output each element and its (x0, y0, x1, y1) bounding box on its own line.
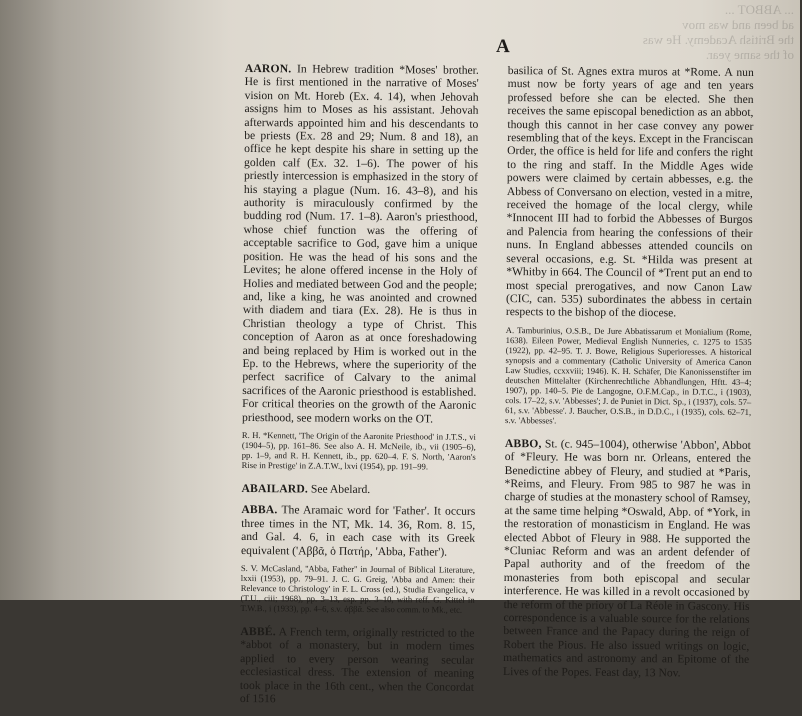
entry-abbo (503, 437, 751, 680)
headword: AARON. (244, 61, 292, 76)
entry-text: In Hebrew tradition *Moses' brother. He is first mentioned in the narrative of Moses' vision on Mt. Horeb (Ex. 4. 14), when Jehovah assigns him to Moses as his assistant. Jehovah afterwards appointed him and his descendants to be priests (Ex. 28 and 29; Num. 8 and 18), an office he kept despite his share in setting up the golden calf (Ex. 32. 1–6). The power of his priestly intercession is emphasized in the story of his staying a plague (Num. 16. 43–8), and his authority is miraculously confirmed by the budding rod (Num. 17. 1–8). Aaron's priesthood, whose chief function was the offering of acceptable sacrifice to God, gave him a unique position. He was the head of his sons and the Levites; he alone offered incense in the Holy of Holies and mediated between God and the people; and, like a king, he was anointed and crowned with diadem and tiara (Ex. 28). He is thus in Christian theology a type of Christ. This conception of Aaron as at once foreshadowing and being replaced by Him is worked out in the Ep. to the Hebrews, where the superiority of the perfect sacrifice of Calvary to the animal sacrifices of the Aaronic priesthood is established. For critical theories on the growth of the Aaronic priesthood, see modern works on the OT. (242, 62, 479, 426)
headword: ABBÉ. (240, 624, 276, 639)
bibliography: S. V. McCasland, ''Abba, Father'' in Journal of Biblical Literature, lxxii (1953), pp. 79–91. J. C. G. Greig, 'Abba and Amen: their Relevance to Christology' in F. L. Cross (ed.), Studia Evangelica, v (T.U., ciii; 1968), pp. 3–13, esp. pp. 3–10, with reff. G. Kittel in T.W.B., i (1933), pp. 4–6, s.v. ἀββᾶ. See also comm. to Mk., etc. (240, 562, 475, 615)
entry-aaron (242, 62, 479, 426)
bleed-line: ... ABBOT ... (724, 2, 794, 17)
section-letter: A (495, 35, 511, 58)
bleed-line: of the same year. (705, 47, 794, 62)
entry-text: A French term, originally restricted to the *abbot of a monastery, but in modern times applied to every person wearing secular ecclesiastical dress. The extension of meaning took place in the 16th cent., when the Concordat of 1516 (239, 625, 475, 706)
right-column (503, 64, 754, 686)
entry-text: See Abelard. (310, 482, 371, 496)
bleed-line: the British Academy. He was (642, 32, 794, 47)
entry-text: basilica of St. Agnes extra muros at *Rome. A nun must now be forty years of age and ten years professed before she can be elected. She then receives the same episcopal benediction as an abbot, though this cannot in her case convey any power resembling that of the keys. Except in the Franciscan Order, the office is held for life and confers the right to the ring and staff. In the Middle Ages wide powers were claimed by certain abbesses, e.g. the Abbess of Conversano on election, vested in a mitre, received the homage of the local clergy, while *Innocent III had to forbid the Abbesses of Burgos and Palencia from hearing the confessions of their nuns. In England abbesses attended councils on several occasions, e.g. St. *Hilda was present at *Whitby in 664. The Council of *Trent put an end to most special prerogatives, and now Canon Law (CIC, can. 535) subordinates the abbess in certain respects to the bishop of the diocese. (505, 64, 754, 320)
entry-abba (241, 503, 475, 558)
entry-text: The Aramaic word for 'Father'. It occurs three times in the NT, Mk. 14. 36, Rom. 8. 15, and Gal. 4. 6, in each case with its Greek equivalent ('Αββᾶ, ὁ Πατήρ, 'Abba, Father'). (240, 503, 476, 559)
headword: ABBO, (504, 436, 542, 451)
bibliography: A. Tamburinius, O.S.B., De Jure Abbatissarum et Monialium (Rome, 1638). Eileen Power, Medieval English Nunneries, c. 1275 to 1535 (1922), pp. 42–95. T. J. Bowe, Religious Superioresses. A historical synopsis and a commentary (Catholic University of America Canon Law Studies, ccxxviii; 1946). K. H. Schäfer, Die Kanonissenstifter im deutschen Mittelalter (Kirchenrechtliche Abhandlungen, Hftt. 43–4; 1907), pp. 140–5. Pie de Langogne, O.F.M.Cap., in D.T.C., i (1903), cols. 17–22, s.v. 'Abbesses'; J. de Puniet in Dict. Sp., i (1937), cols. 57–61, s.v. 'Abbesse'. J. Baucher, O.S.B., in D.D.C., i (1935), cols. 62–71, s.v. 'Abbesses'. (505, 324, 752, 426)
headword: ABBA. (241, 503, 278, 517)
bleed-line: ad been and was mov (682, 17, 794, 32)
entry-text: St. (c. 945–1004), otherwise 'Abbon', Abbot of *Fleury. He was born nr. Orleans, entered the Benedictine abbey of Fleury, and studied at *Paris, *Reims, and Fleury. From 985 to 987 he was in charge of studies at the monastery school of Ramsey, at the same time helping *Oswald, Abp. of *York, in the restoration of monasticism in England. He was elected Abbot of Fleury in 988. He supported the *Cluniac Reform and was an ardent defender of Papal authority and of the freedom of the monasteries from both episcopal and secular interference. He was killed in a revolt occasioned by the reform of the priory of La Réole in Gascony. His correspondence is a valuable source for the relations between France and the Papacy during the reign of Robert the Pious. He also issued writings on logic, mathematics and astronomy and an Epitome of the Lives of the Popes. Feast day, 13 Nov. (503, 437, 751, 680)
left-column (240, 62, 479, 713)
entry-abailard (241, 482, 475, 497)
entry-abbess-continued (506, 64, 754, 321)
bibliography: R. H. *Kennett, 'The Origin of the Aaronite Priesthood' in J.T.S., vi (1904–5), pp. 161–86. See also A. H. McNeile, ib., vii (1905–6), pp. 1–9, and R. H. Kennett, ib., pp. 620–4. F. S. North, 'Aaron's Rise in Prestige' in Z.A.T.W., lxvi (1954), pp. 191–99. (241, 429, 476, 472)
headword: ABAILARD. (241, 481, 309, 496)
entry-abbe (240, 625, 475, 707)
